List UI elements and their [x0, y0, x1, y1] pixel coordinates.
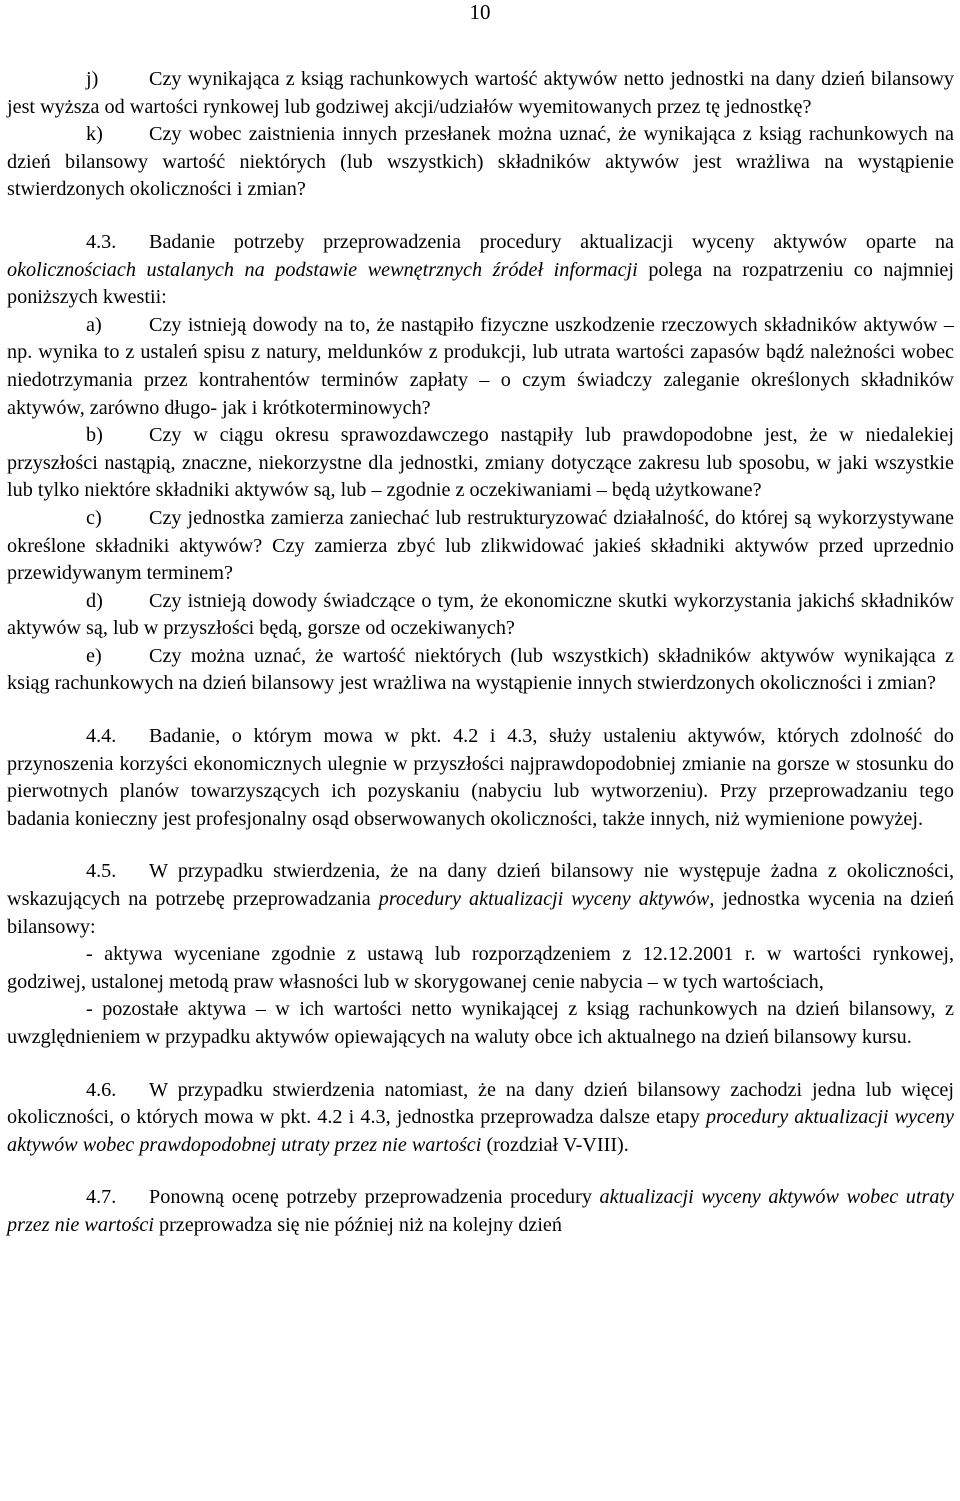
paragraph-label: 4.7.	[86, 1186, 117, 1209]
paragraph-dash2	[7, 996, 954, 1051]
paragraph-text: W przypadku stwierdzenia natomiast, że na dany dzień bilansowy zachodzi jedna lub więcej okoliczności, o których mowa w pkt. 4.2 i 4.3, jednostka przeprowadza dalsze etapy	[7, 1078, 954, 1129]
paragraph-text: (rozdział V-VIII).	[481, 1133, 629, 1156]
paragraph-label: 4.3.	[86, 230, 117, 253]
paragraph-j	[7, 66, 954, 121]
paragraph-4-5	[7, 858, 954, 941]
paragraph-label: c)	[86, 506, 102, 529]
paragraph-e	[7, 643, 954, 698]
paragraph-text: Czy jednostka zamierza zaniechać lub restrukturyzować działalność, do której są wykorzystywane określone składniki aktywów? Czy zamierza zbyć lub zlikwidować jakieś składniki aktywów przed uprzednio przewidywanym terminem?	[7, 506, 954, 585]
paragraph-label: a)	[86, 313, 102, 336]
page-number: 10	[469, 0, 491, 24]
paragraph-text: Czy wobec zaistnienia innych przesłanek można uznać, że wynikająca z ksiąg rachunkowych na dzień bilansowy wartość niektórych (lub wszystkich) składników aktywów jest wrażliwa na wystąpienie stwierdzonych okoliczności i zmian?	[7, 123, 954, 201]
paragraph-a	[7, 312, 954, 422]
paragraph-c	[7, 505, 954, 588]
paragraph-text: W przypadku stwierdzenia, że na dany dzień bilansowy nie występuje żadna z okoliczności, wskazujących na potrzebę przeprowadzania	[7, 860, 954, 911]
paragraph-text: polega na rozpatrzeniu co najmniej poniższych kwestii:	[7, 258, 955, 309]
italic-text: procedury aktualizacji wyceny aktywów	[378, 888, 710, 911]
paragraph-dash1	[7, 941, 954, 996]
paragraph-label: j)	[86, 68, 99, 90]
paragraph-text: Czy istnieją dowody świadczące o tym, że ekonomiczne skutki wykorzystania jakichś składników aktywów są, lub w przyszłości będą, gorsze od oczekiwanych?	[7, 589, 954, 640]
paragraph-text: przeprowadza się nie później niż na kolejny dzień	[153, 1213, 562, 1236]
paragraph-text: Czy w ciągu okresu sprawozdawczego nastąpiły lub prawdopodobne jest, że w niedalekiej przyszłości nastąpią, znaczne, niekorzystne dla jednostki, zmiany dotyczące zakresu lub sposobu, w jaki wszystkie lub tylko niektóre składniki aktywów są, lub – zgodnie z oczekiwaniami – będą użytkowane?	[7, 424, 954, 502]
paragraph-text: Czy można uznać, że wartość niektórych (lub wszystkich) składników aktywów wynikająca z ksiąg rachunkowych na dzień bilansowy jest wrażliwa na wystąpienie innych stwierdzonych okoliczności i zmian?	[7, 644, 954, 695]
paragraph-label: 4.4.	[86, 725, 117, 748]
italic-text: aktualizacji wyceny aktywów wobec utraty przez nie wartości	[7, 1186, 954, 1236]
paragraph-label: 4.5.	[86, 860, 117, 883]
document-body	[7, 66, 954, 1240]
paragraph-4-7	[7, 1184, 954, 1239]
paragraph-text: Czy istnieją dowody na to, że nastąpiło fizyczne uszkodzenie rzeczowych składników aktywów – np. wynika to z ustaleń spisu z natury, meldunków z produkcji, lub utrata wartości zapasów bądź należności wobec niedotrzymania przez kontrahentów terminów zapłaty – o czym świadczy zaleganie określonych składników aktywów, zarówno długo- jak i krótkoterminowych?	[7, 313, 954, 419]
paragraph-label: e)	[86, 644, 102, 667]
paragraph-text: Badanie potrzeby przeprowadzenia procedury aktualizacji wyceny aktywów oparte na	[149, 230, 954, 253]
paragraph-4-3	[7, 229, 954, 312]
paragraph-gap	[7, 1159, 954, 1184]
paragraph-text: - pozostałe aktywa – w ich wartości netto wynikającej z ksiąg rachunkowych na dzień bilansowy, z uwzględnieniem w przypadku aktywów opiewających na waluty obce ich aktualnego na dzień bilansowy kursu.	[7, 998, 954, 1048]
paragraph-text: , jednostka wycenia na dzień bilansowy:	[7, 888, 954, 938]
paragraph-text: Ponowną ocenę potrzeby przeprowadzenia procedury	[149, 1186, 600, 1209]
paragraph-text: Badanie, o którym mowa w pkt. 4.2 i 4.3, służy ustaleniu aktywów, których zdolność do przynoszenia korzyści ekonomicznych ulegnie w przyszłości najprawdopodobniej zmianie na gorsze w stosunku do pierwotnych planów towarzyszących ich pozyskaniu (nabyciu lub wytworzeniu). Przy przeprowadzaniu tego badania konieczny jest profesjonalny osąd obserwowanych okoliczności, także innych, niż wymienione powyżej.	[7, 725, 954, 830]
paragraph-label: b)	[86, 424, 103, 447]
italic-text: okolicznościach ustalanych na podstawie wewnętrznych źródeł informacji	[7, 258, 638, 281]
paragraph-gap	[7, 1052, 954, 1077]
paragraph-text: Czy wynikająca z ksiąg rachunkowych wartość aktywów netto jednostki na dany dzień bilansowy jest wyższa od wartości rynkowej lub godziwej akcji/udziałów wyemitowanych przez tę jednostkę?	[7, 68, 954, 118]
paragraph-label: k)	[86, 123, 103, 146]
paragraph-gap	[7, 204, 954, 229]
italic-text: procedury aktualizacji wyceny aktywów wobec prawdopodobnej utraty przez nie wartości	[7, 1106, 954, 1156]
paragraph-4-6	[7, 1077, 954, 1160]
paragraph-label: 4.6.	[86, 1078, 117, 1101]
paragraph-k	[7, 121, 954, 204]
paragraph-gap	[7, 698, 954, 723]
paragraph-text: - aktywa wyceniane zgodnie z ustawą lub rozporządzeniem z 12.12.2001 r. w wartości rynkowej, godziwej, ustalonej metodą praw własności lub w skorygowanej cenie nabycia – w tych wartościach,	[7, 943, 954, 993]
paragraph-label: d)	[86, 589, 103, 612]
paragraph-b	[7, 422, 954, 505]
paragraph-4-4	[7, 723, 954, 833]
paragraph-gap	[7, 833, 954, 858]
paragraph-d	[7, 588, 954, 643]
